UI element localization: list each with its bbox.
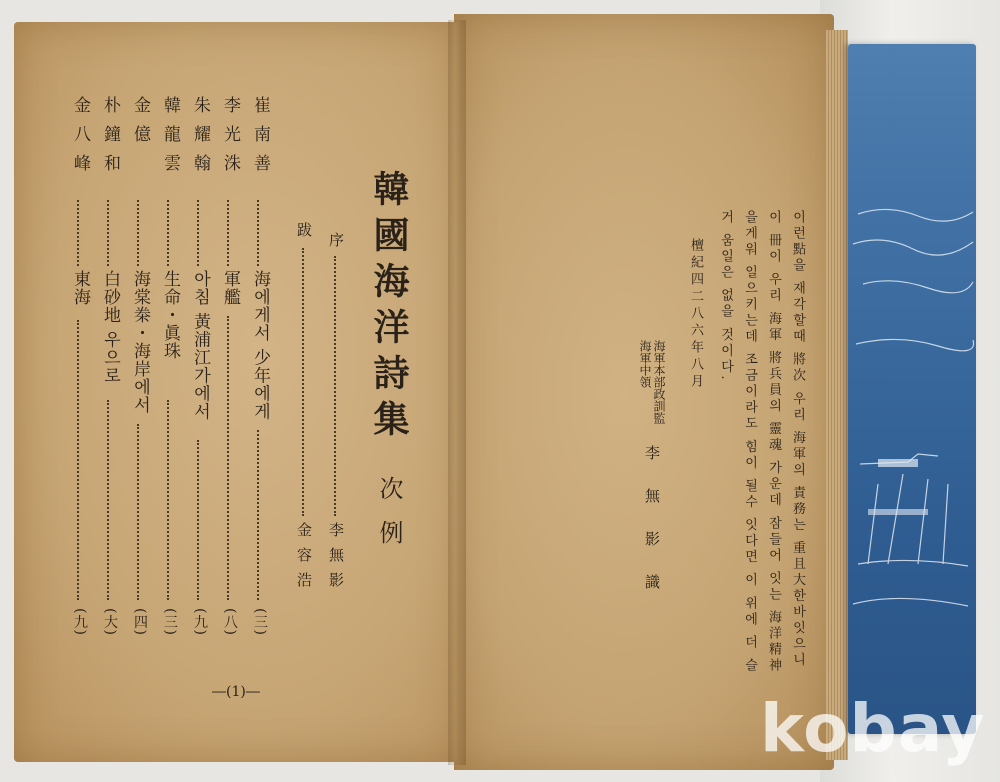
preface-date: 檀紀四二八六年八月 — [688, 238, 703, 391]
entry-author: 韓龍雲 — [160, 96, 180, 183]
entry-title: 海棠桊・海岸에서 — [130, 270, 150, 414]
entry-title: 아침 黃浦江가에서 — [190, 270, 210, 421]
front-author-epilogue: 金容浩 — [295, 522, 313, 597]
leader-line — [137, 424, 139, 600]
author-rank: 海軍本部政訓監 — [652, 340, 666, 424]
page-number: ―(1)― — [212, 684, 260, 700]
leader-line — [137, 200, 139, 266]
entry-title: 東海 — [70, 270, 90, 306]
leader-line — [197, 440, 199, 600]
entry-author: 李光洙 — [220, 96, 240, 183]
preface-line: 이런點을 재각할때 將次 우리 海軍의 責務는 重且大한바잇으니 — [790, 210, 805, 669]
leader-line — [227, 316, 229, 600]
entry-page: (四) — [132, 608, 148, 636]
toc-heading: 次例 — [375, 476, 403, 564]
leader-line — [77, 200, 79, 266]
entry-page: (三) — [162, 608, 178, 636]
front-label-epilogue: 跋 — [295, 222, 313, 237]
book-gutter — [448, 20, 466, 765]
entry-page: (八) — [222, 608, 238, 636]
leader-line — [257, 430, 259, 600]
leader-line — [334, 256, 336, 516]
preface-line: 이 冊이 우리 海軍 將兵員의 靈魂 가운데 잠들어 잇는 海洋精神 — [766, 210, 781, 675]
entry-page: (九) — [72, 608, 88, 636]
book-cover — [848, 44, 976, 734]
leader-line — [197, 200, 199, 266]
entry-author: 朴鐘和 — [100, 96, 120, 183]
leader-line — [167, 200, 169, 266]
entry-author: 朱耀翰 — [190, 96, 210, 183]
book-title: 韓國海洋詩集 — [368, 170, 410, 446]
watermark-logo: kobay — [760, 690, 986, 767]
preface-author: 李無影識 — [643, 445, 661, 617]
entry-page: (九) — [192, 608, 208, 636]
entry-author: 金億 — [130, 96, 150, 154]
leader-line — [167, 400, 169, 600]
leader-line — [257, 200, 259, 266]
leader-line — [77, 320, 79, 600]
front-author-preface: 李無影 — [327, 522, 345, 597]
entry-page: (大) — [102, 608, 118, 636]
page-edges — [826, 30, 848, 760]
entry-author: 崔南善 — [250, 96, 270, 183]
leader-line — [227, 200, 229, 266]
entry-title: 海에게서 少年에게 — [250, 270, 270, 421]
author-rank: 海軍中領 — [638, 340, 652, 388]
entry-title: 軍艦 — [220, 270, 240, 306]
front-label-preface: 序 — [327, 232, 345, 247]
leader-line — [107, 200, 109, 266]
leader-line — [302, 248, 304, 516]
leader-line — [107, 400, 109, 600]
entry-author: 金八峰 — [70, 96, 90, 183]
preface-line: 을게워 일으키는데 조금이라도 힘이 될수 잇다면 이 위에 더 슬 — [742, 210, 757, 675]
ship-illustration — [848, 44, 976, 734]
entry-page: (三) — [252, 608, 268, 636]
preface-line: 거 움일은 없을 것이다. — [718, 210, 733, 383]
entry-title: 白砂地 우으로 — [100, 270, 120, 385]
entry-title: 生命・眞珠 — [160, 270, 180, 360]
